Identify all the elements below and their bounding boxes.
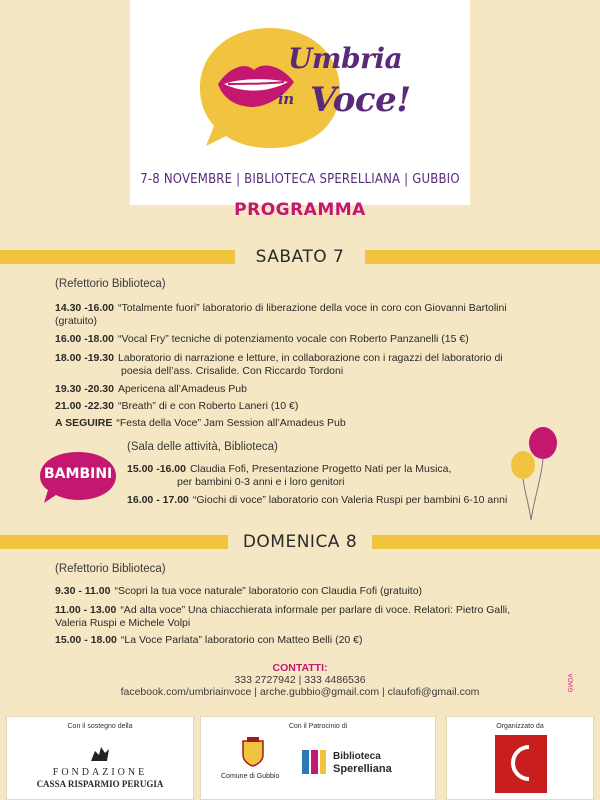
event-time: 19.30 -20.30 [55,383,114,395]
biblioteca-logo-icon [301,749,327,775]
contacts-web[interactable]: facebook.com/umbriainvoce | arche.gubbio@gmail.com | claufofi@gmail.com [120,686,480,698]
sponsor-label: Organizzato da [496,723,544,730]
schedule-item [55,302,555,328]
schedule-item [55,585,555,598]
schedule-item [55,383,555,396]
event-time: A SEGUIRE [55,417,113,429]
event-time: 11.00 - 13.00 [55,604,117,616]
credit-mark: GIADA [568,673,575,693]
event-text: “Scopri la tua voce naturale” laboratorio con Claudia Fofi (gratuito) [114,585,423,597]
griffin-icon [89,743,111,763]
event-text: “Vocal Fry” tecniche di potenziamento vocale con Roberto Panzanelli (15 €) [117,333,469,345]
sponsor-biblioteca: Biblioteca [333,751,381,762]
contacts-phones: 333 2727942 | 333 4486536 [234,674,366,686]
event-text: “La Voce Parlata” laboratorio con Matteo Belli (20 €) [120,634,363,646]
event-text: “Festa della Voce” Jam Session all’Amadeus Pub [116,417,346,429]
sunday-venue: (Refettorio Biblioteca) [55,563,166,575]
sponsor-organizzato [446,716,594,800]
header-card [130,0,470,205]
event-time: 14.30 -16.00 [55,302,114,314]
sponsor-comune: Comune di Gubbio [221,773,280,780]
logo-title-umbria: Umbria [288,42,403,75]
sponsor-label: Con il sostegno della [67,723,133,730]
sponsor-fondazione-sub: CASSA RISPARMIO PERUGIA [36,779,164,789]
schedule-item [55,634,555,647]
coat-of-arms-icon [241,737,265,767]
sunday-title: DOMENICA 8 [228,528,372,556]
event-time: 15.00 -16.00 [127,463,186,475]
sponsor-fondazione-name: FONDAZIONE [52,767,148,778]
event-text: “Totalmente fuori” laboratorio di liberazione della voce in coro con Giovanni Bartolini [117,302,507,314]
contacts-block [0,662,600,698]
event-time: 16.00 - 17.00 [127,494,189,506]
event-tagline: 7-8 NOVEMBRE | BIBLIOTECA SPERELLIANA | GUBBIO [140,172,460,187]
schedule-item [55,417,555,430]
event-text: “Ad alta voce” Una chiacchierata informale per parlare di voce. Relatori: Pietro Galli, [120,604,511,616]
event-text-2: poesia dell’ass. Crisalide. Con Riccardo Tordoni [121,365,344,377]
event-time: 21.00 -22.30 [55,400,114,412]
event-text: Apericena all’Amadeus Pub [117,383,247,395]
arche-logo-icon [495,735,547,793]
event-time: 18.00 -19.30 [55,352,114,364]
sponsor-sperelliana: Sperelliana [333,763,392,775]
logo [200,18,411,158]
saturday-venue: (Refettorio Biblioteca) [55,278,166,290]
schedule-item [127,494,547,507]
sponsor-patrocinio [200,716,436,800]
event-text-2: Valeria Ruspi e Michele Volpi [55,617,191,629]
schedule-item [55,352,555,378]
sponsor-fondazione [6,716,194,800]
saturday-title: SABATO 7 [235,243,365,271]
event-text-2: (gratuito) [55,315,98,327]
schedule-item [127,463,527,489]
schedule-item [55,604,555,630]
event-time: 9.30 - 11.00 [55,585,111,597]
event-text: Claudia Fofi, Presentazione Progetto Nati per la Musica, [189,463,452,475]
sponsor-label: Con il Patrocinio di [288,723,348,730]
event-text: “Giochi di voce” laboratorio con Valeria Ruspi per bambini 6-10 anni [192,494,508,506]
logo-title-voce: Voce! [310,80,411,120]
event-time: 16.00 -18.00 [55,333,114,345]
schedule-item [55,400,555,413]
event-time: 15.00 - 18.00 [55,634,117,646]
bambini-badge-label: BAMBINI [44,466,113,482]
schedule-item [55,333,555,346]
bambini-venue: (Sala delle attività, Biblioteca) [127,441,278,453]
logo-title-in: in [278,90,294,108]
event-text: Laboratorio di narrazione e letture, in collaborazione con i ragazzi del laboratorio di [117,352,503,364]
sponsors-strip [0,714,600,800]
programma-title: PROGRAMMA [234,200,366,220]
event-text: “Breath” di e con Roberto Laneri (10 €) [117,400,299,412]
event-text-2: per bambini 0-3 anni e i loro genitori [177,476,345,488]
balloons-icon [505,425,565,525]
contacts-title: CONTATTI: [272,662,328,674]
